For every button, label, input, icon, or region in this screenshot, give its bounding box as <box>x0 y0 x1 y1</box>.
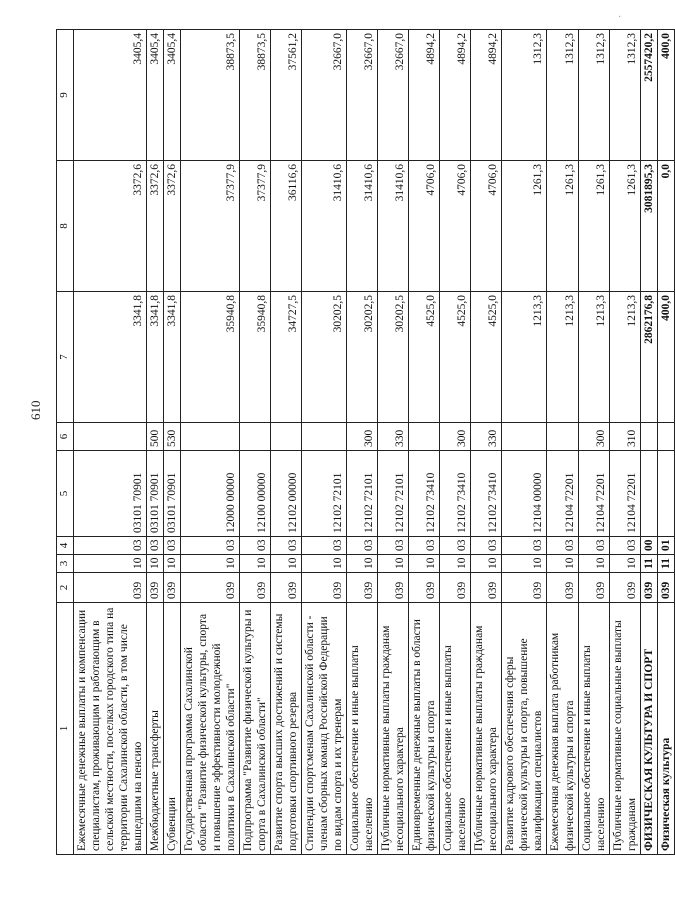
section-code-cell: 10 <box>347 555 378 573</box>
section-code-cell: 10 <box>181 555 240 573</box>
expense-type-cell <box>657 423 674 451</box>
target-article-cell: 12102 72101 <box>378 451 409 537</box>
budget-table <box>56 29 675 855</box>
expense-type-cell: 300 <box>440 423 471 451</box>
amount-2024-cell: 0,0 <box>657 161 674 292</box>
target-article-cell: 12102 73410 <box>471 451 502 537</box>
ministry-code-cell: 039 <box>609 573 640 603</box>
amount-2025-cell: 4894,2 <box>471 30 502 161</box>
row-name-cell: Публичные нормативные выплаты гражданам несоциального характера <box>378 603 409 855</box>
expense-type-cell: 530 <box>164 423 181 451</box>
table-row <box>378 30 409 855</box>
header-cell: 2 <box>57 573 74 603</box>
target-article-cell: 12104 00000 <box>502 451 547 537</box>
amount-2025-cell: 32667,0 <box>302 30 347 161</box>
amount-2025-cell: 2557420,2 <box>640 30 657 161</box>
section-code-cell: 10 <box>302 555 347 573</box>
ministry-code-cell: 039 <box>347 573 378 603</box>
amount-2024-cell: 31410,6 <box>347 161 378 292</box>
target-article-cell: 12100 00000 <box>240 451 271 537</box>
table-row <box>471 30 502 855</box>
subsection-code-cell: 03 <box>378 537 409 555</box>
row-name-cell: Публичные нормативные социальные выплаты гражданам <box>609 603 640 855</box>
target-article-cell <box>640 451 657 537</box>
ministry-code-cell: 039 <box>471 573 502 603</box>
target-article-cell: 12102 00000 <box>271 451 302 537</box>
ministry-code-cell: 039 <box>302 573 347 603</box>
amount-2025-cell: 3405,4 <box>164 30 181 161</box>
amount-2025-cell: 1312,3 <box>609 30 640 161</box>
ministry-code-cell: 039 <box>164 573 181 603</box>
target-article-cell: 12104 72201 <box>609 451 640 537</box>
amount-2024-cell: 4706,0 <box>440 161 471 292</box>
row-name-cell: Публичные нормативные выплаты гражданам несоциального характера <box>471 603 502 855</box>
amount-2024-cell: 4706,0 <box>409 161 440 292</box>
subsection-code-cell: 03 <box>271 537 302 555</box>
target-article-cell: 03101 70901 <box>164 451 181 537</box>
row-name-cell: ФИЗИЧЕСКАЯ КУЛЬТУРА И СПОРТ <box>640 603 657 855</box>
amount-2024-cell: 1261,3 <box>547 161 578 292</box>
ministry-code-cell: 039 <box>240 573 271 603</box>
amount-2024-cell: 31410,6 <box>302 161 347 292</box>
target-article-cell: 12104 72201 <box>547 451 578 537</box>
ministry-code-cell: 039 <box>181 573 240 603</box>
amount-2025-cell: 1312,3 <box>578 30 609 161</box>
subsection-code-cell: 03 <box>147 537 164 555</box>
subsection-code-cell: 03 <box>547 537 578 555</box>
amount-2024-cell: 1261,3 <box>578 161 609 292</box>
row-name-cell: Субвенции <box>164 603 181 855</box>
subsection-code-cell: 03 <box>74 537 147 555</box>
section-code-cell: 10 <box>502 555 547 573</box>
expense-type-cell <box>271 423 302 451</box>
amount-2023-cell: 4525,0 <box>440 292 471 423</box>
subsection-code-cell: 03 <box>347 537 378 555</box>
amount-2024-cell: 1261,3 <box>502 161 547 292</box>
section-code-cell: 10 <box>578 555 609 573</box>
budget-table-rotated <box>56 30 675 855</box>
amount-2023-cell: 3341,8 <box>164 292 181 423</box>
header-cell: 8 <box>57 161 74 292</box>
table-row <box>74 30 147 855</box>
amount-2023-cell: 4525,0 <box>471 292 502 423</box>
ministry-code-cell: 039 <box>378 573 409 603</box>
row-name-cell: Развитие спорта высших достижений и системы подготовки спортивного резерва <box>271 603 302 855</box>
expense-type-cell <box>547 423 578 451</box>
section-code-cell: 10 <box>471 555 502 573</box>
table-row <box>547 30 578 855</box>
row-name-cell: Социальное обеспечение и иные выплаты населению <box>440 603 471 855</box>
expense-type-cell: 310 <box>609 423 640 451</box>
amount-2023-cell: 1213,3 <box>547 292 578 423</box>
target-article-cell: 03101 70901 <box>74 451 147 537</box>
amount-2024-cell: 1261,3 <box>609 161 640 292</box>
amount-2025-cell: 1312,3 <box>547 30 578 161</box>
section-code-cell: 10 <box>609 555 640 573</box>
amount-2025-cell: 4894,2 <box>409 30 440 161</box>
header-cell: 7 <box>57 292 74 423</box>
expense-type-cell <box>240 423 271 451</box>
expense-type-cell <box>181 423 240 451</box>
header-cell: 3 <box>57 555 74 573</box>
amount-2025-cell: 400,0 <box>657 30 674 161</box>
table-row <box>409 30 440 855</box>
amount-2024-cell: 3372,6 <box>164 161 181 292</box>
amount-2023-cell: 400,0 <box>657 292 674 423</box>
amount-2025-cell: 3405,4 <box>74 30 147 161</box>
amount-2023-cell: 1213,3 <box>578 292 609 423</box>
amount-2023-cell: 34727,5 <box>271 292 302 423</box>
subsection-code-cell: 03 <box>409 537 440 555</box>
target-article-cell <box>657 451 674 537</box>
section-code-cell: 10 <box>240 555 271 573</box>
expense-type-cell: 330 <box>471 423 502 451</box>
ministry-code-cell: 039 <box>547 573 578 603</box>
amount-2023-cell: 1213,3 <box>609 292 640 423</box>
expense-type-cell: 300 <box>347 423 378 451</box>
table-row <box>181 30 240 855</box>
expense-type-cell: 500 <box>147 423 164 451</box>
section-code-cell: 10 <box>409 555 440 573</box>
header-cell: 6 <box>57 423 74 451</box>
amount-2024-cell: 3372,6 <box>147 161 164 292</box>
table-row <box>164 30 181 855</box>
header-cell: 5 <box>57 451 74 537</box>
amount-2023-cell: 35940,8 <box>240 292 271 423</box>
amount-2025-cell: 4894,2 <box>440 30 471 161</box>
table-row <box>640 30 657 855</box>
table-row <box>347 30 378 855</box>
target-article-cell: 12104 72201 <box>578 451 609 537</box>
row-name-cell: Ежемесячные денежные выплаты и компенсации специалистам, проживающим и работающим в сельской местности, поселках городского типа на территории Сахалинской области, в том числе вышедшим на пенсию <box>74 603 147 855</box>
row-name-cell: Социальное обеспечение и иные выплаты населению <box>578 603 609 855</box>
subsection-code-cell: 03 <box>502 537 547 555</box>
ministry-code-cell: 039 <box>147 573 164 603</box>
target-article-cell: 03101 70901 <box>147 451 164 537</box>
section-code-cell: 10 <box>74 555 147 573</box>
amount-2024-cell: 3372,6 <box>74 161 147 292</box>
amount-2023-cell: 3341,8 <box>74 292 147 423</box>
table-row <box>657 30 674 855</box>
target-article-cell: 12102 72101 <box>347 451 378 537</box>
subsection-code-cell: 03 <box>609 537 640 555</box>
amount-2025-cell: 32667,0 <box>347 30 378 161</box>
expense-type-cell <box>302 423 347 451</box>
amount-2025-cell: 37561,2 <box>271 30 302 161</box>
subsection-code-cell: 03 <box>440 537 471 555</box>
row-name-cell: Стипендии спортсменам Сахалинской области - членам сборных команд Российской Федерации по видам спорта и их тренерам <box>302 603 347 855</box>
subsection-code-cell: 03 <box>181 537 240 555</box>
amount-2025-cell: 32667,0 <box>378 30 409 161</box>
amount-2023-cell: 30202,5 <box>378 292 409 423</box>
row-name-cell: Государственная программа Сахалинской области "Развитие физической культуры, спорта и повышение эффективности молодежной политики в Сахалинской области" <box>181 603 240 855</box>
row-name-cell: Межбюджетные трансферты <box>147 603 164 855</box>
row-name-cell: Социальное обеспечение и иные выплаты населению <box>347 603 378 855</box>
header-row <box>57 30 74 855</box>
row-name-cell: Физическая культура <box>657 603 674 855</box>
table-row <box>502 30 547 855</box>
ministry-code-cell: 039 <box>640 573 657 603</box>
target-article-cell: 12102 73410 <box>440 451 471 537</box>
section-code-cell: 10 <box>147 555 164 573</box>
amount-2023-cell: 3341,8 <box>147 292 164 423</box>
table-row <box>578 30 609 855</box>
target-article-cell: 12102 73410 <box>409 451 440 537</box>
table-row <box>271 30 302 855</box>
amount-2023-cell: 1213,3 <box>502 292 547 423</box>
table-row <box>440 30 471 855</box>
row-name-cell: Подпрограмма "Развитие физической культуры и спорта в Сахалинской области" <box>240 603 271 855</box>
amount-2023-cell: 2862176,8 <box>640 292 657 423</box>
ministry-code-cell: 039 <box>271 573 302 603</box>
target-article-cell: 12000 00000 <box>181 451 240 537</box>
table-row <box>147 30 164 855</box>
row-name-cell: Ежемесячная денежная выплата работникам физической культуры и спорта <box>547 603 578 855</box>
amount-2023-cell: 35940,8 <box>181 292 240 423</box>
subsection-code-cell: 03 <box>578 537 609 555</box>
expense-type-cell <box>74 423 147 451</box>
page-number: 610 <box>28 400 43 420</box>
amount-2024-cell: 31410,6 <box>378 161 409 292</box>
section-code-cell: 10 <box>378 555 409 573</box>
corner-mark: · <box>618 12 622 23</box>
subsection-code-cell: 00 <box>640 537 657 555</box>
amount-2025-cell: 38873,5 <box>240 30 271 161</box>
table-row <box>302 30 347 855</box>
amount-2025-cell: 38873,5 <box>181 30 240 161</box>
amount-2023-cell: 30202,5 <box>302 292 347 423</box>
subsection-code-cell: 03 <box>471 537 502 555</box>
ministry-code-cell: 039 <box>578 573 609 603</box>
ministry-code-cell: 039 <box>657 573 674 603</box>
expense-type-cell: 300 <box>578 423 609 451</box>
ministry-code-cell: 039 <box>440 573 471 603</box>
row-name-cell: Развитие кадрового обеспечения сферы физической культуры и спорта, повышение квалификации специалистов <box>502 603 547 855</box>
amount-2024-cell: 37377,9 <box>181 161 240 292</box>
amount-2023-cell: 30202,5 <box>347 292 378 423</box>
amount-2024-cell: 4706,0 <box>471 161 502 292</box>
section-code-cell: 10 <box>164 555 181 573</box>
ministry-code-cell: 039 <box>74 573 147 603</box>
amount-2023-cell: 4525,0 <box>409 292 440 423</box>
target-article-cell: 12102 72101 <box>302 451 347 537</box>
header-cell: 4 <box>57 537 74 555</box>
subsection-code-cell: 01 <box>657 537 674 555</box>
table-row <box>240 30 271 855</box>
section-code-cell: 11 <box>657 555 674 573</box>
expense-type-cell: 330 <box>378 423 409 451</box>
subsection-code-cell: 03 <box>240 537 271 555</box>
header-cell: 9 <box>57 30 74 161</box>
section-code-cell: 10 <box>271 555 302 573</box>
amount-2025-cell: 1312,3 <box>502 30 547 161</box>
expense-type-cell <box>640 423 657 451</box>
table-row <box>609 30 640 855</box>
expense-type-cell <box>409 423 440 451</box>
amount-2024-cell: 37377,9 <box>240 161 271 292</box>
header-cell: 1 <box>57 603 74 855</box>
row-name-cell: Единовременные денежные выплаты в области физической культуры и спорта <box>409 603 440 855</box>
amount-2025-cell: 3405,4 <box>147 30 164 161</box>
subsection-code-cell: 03 <box>302 537 347 555</box>
amount-2024-cell: 36116,6 <box>271 161 302 292</box>
ministry-code-cell: 039 <box>409 573 440 603</box>
subsection-code-cell: 03 <box>164 537 181 555</box>
section-code-cell: 10 <box>440 555 471 573</box>
section-code-cell: 11 <box>640 555 657 573</box>
amount-2024-cell: 3081895,3 <box>640 161 657 292</box>
ministry-code-cell: 039 <box>502 573 547 603</box>
expense-type-cell <box>502 423 547 451</box>
section-code-cell: 10 <box>547 555 578 573</box>
